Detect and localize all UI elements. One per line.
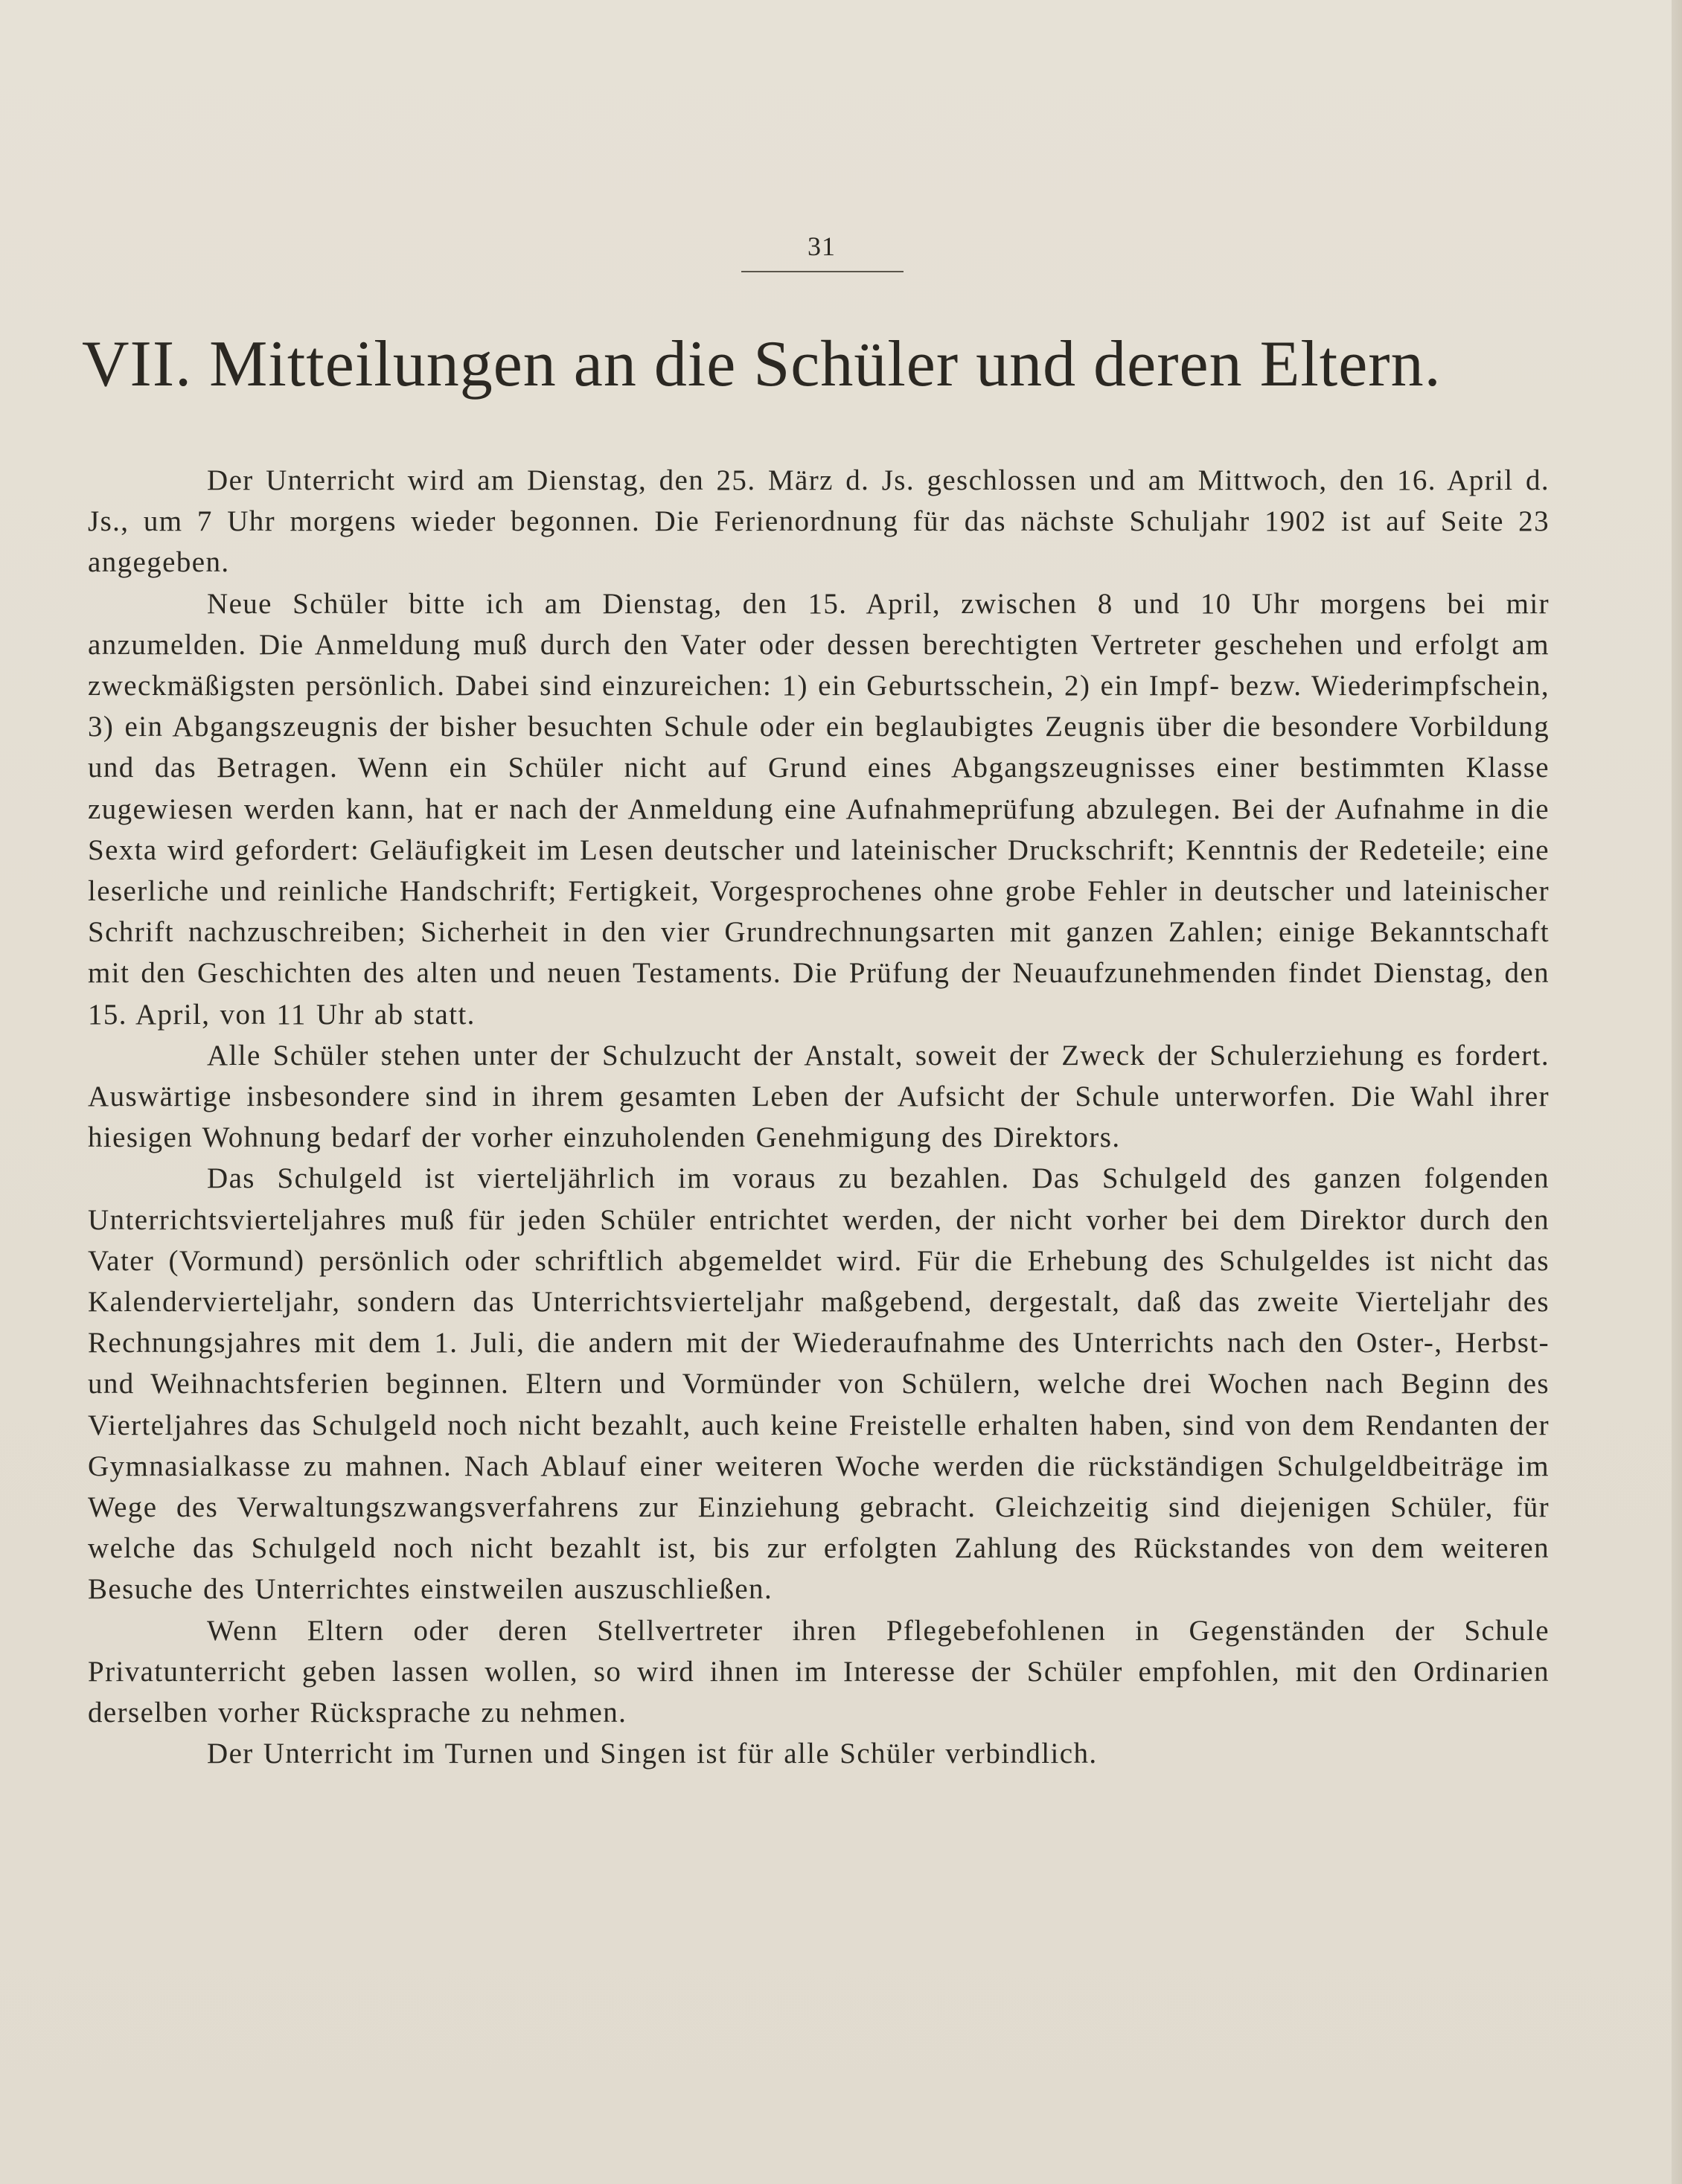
body-text bbox=[88, 460, 1550, 1775]
paragraph-private-lessons: Wenn Eltern oder deren Stellvertreter ihren Pflegebefohlenen in Gegenständen der Schule Privatunterricht geben lassen wollen, so wird ihnen im Interesse der Schüler empfohlen, mit den Ordinarien derselben vorher Rücksprache zu nehmen. bbox=[88, 1614, 1550, 1729]
paragraph-gym-singing: Der Unterricht im Turnen und Singen ist für alle Schüler verbindlich. bbox=[207, 1738, 1098, 1770]
paragraph-school-fees: Das Schulgeld ist vierteljährlich im voraus zu bezahlen. Das Schulgeld des ganzen folgenden Unterrichtsvierteljahres muß für jeden Schüler entrichtet werden, der nicht vorher bei dem Direktor durch den Vater (Vormund) persönlich oder schriftlich abgemeldet wird. Für die Erhebung des Schulgeldes ist nicht das Kalendervierteljahr, sondern das Unterrichtsvierteljahr maßgebend, dergestalt, daß das zweite Vierteljahr des Rechnungsjahres mit dem 1. Juli, die andern mit der Wiederaufnahme des Unterrichts nach den Oster-, Herbst- und Weihnachtsferien beginnen. Eltern und Vormünder von Schülern, welche drei Wochen nach Beginn des Vierteljahres das Schulgeld noch nicht bezahlt, auch keine Freistelle erhalten haben, sind von dem Rendanten der Gymnasialkasse zu mahnen. Nach Ablauf einer weiteren Woche werden die rückständigen Schulgeldbeiträge im Wege des Verwaltungszwangsverfahrens zur Einziehung gebracht. Gleichzeitig sind diejenigen Schüler, für welche das Schulgeld noch nicht bezahlt ist, bis zur erfolgten Zahlung des Rückstandes von dem weiteren Besuche des Unterrichtes einstweilen auszuschließen. bbox=[88, 1162, 1550, 1606]
page-number: 31 bbox=[808, 231, 836, 261]
section-title: VII. Mitteilungen an die Schüler und deren Eltern. bbox=[82, 328, 1442, 400]
paragraph-new-students: Neue Schüler bitte ich am Dienstag, den 15. April, zwischen 8 und 10 Uhr morgens bei mir anzumelden. Die Anmeldung muß durch den Vater oder dessen berechtigten Vertreter geschehen und erfolgt am zweckmäßigsten persönlich. Dabei sind einzureichen: 1) ein Geburtsschein, 2) ein Impf- bezw. Wiederimpfschein, 3) ein Abgangszeugnis der bisher besuchten Schule oder ein beglaubigtes Zeugnis über die besondere Vorbildung und das Betragen. Wenn ein Schüler nicht auf Grund eines Abgangszeugnisses einer bestimmten Klasse zugewiesen werden kann, hat er nach der Anmeldung eine Aufnahmeprüfung abzulegen. Bei der Aufnahme in die Sexta wird gefordert: Geläufigkeit im Lesen deutscher und lateinischer Druckschrift; Kenntnis der Redeteile; eine leserliche und reinliche Handschrift; Fertigkeit, Vorgesprochenes ohne grobe Fehler in deutscher und lateinischer Schrift nachzuschreiben; Sicherheit in den vier Grundrechnungsarten mit ganzen Zahlen; einige Bekanntschaft mit den Geschichten des alten und neuen Testaments. Die Prüfung der Neuaufzunehmenden findet Dienstag, den 15. April, von 11 Uhr ab statt. bbox=[88, 587, 1550, 1031]
paragraph-school-dates: Der Unterricht wird am Dienstag, den 25. März d. Js. geschlossen und am Mittwoch, den 16. April d. Js., um 7 Uhr morgens wieder begonnen. Die Ferienordnung für das nächste Schuljahr 1902 ist auf Seite 23 angegeben. bbox=[88, 464, 1550, 579]
paragraph-discipline: Alle Schüler stehen unter der Schulzucht der Anstalt, soweit der Zweck der Schulerziehung es fordert. Auswärtige insbesondere sind in ihrem gesamten Leben der Aufsicht der Schule unterworfen. Die Wahl ihrer hiesigen Wohnung bedarf der vorher einzuholenden Genehmigung des Direktors. bbox=[88, 1039, 1550, 1154]
page-edge bbox=[1672, 0, 1682, 2184]
page-number-rule bbox=[741, 271, 904, 272]
